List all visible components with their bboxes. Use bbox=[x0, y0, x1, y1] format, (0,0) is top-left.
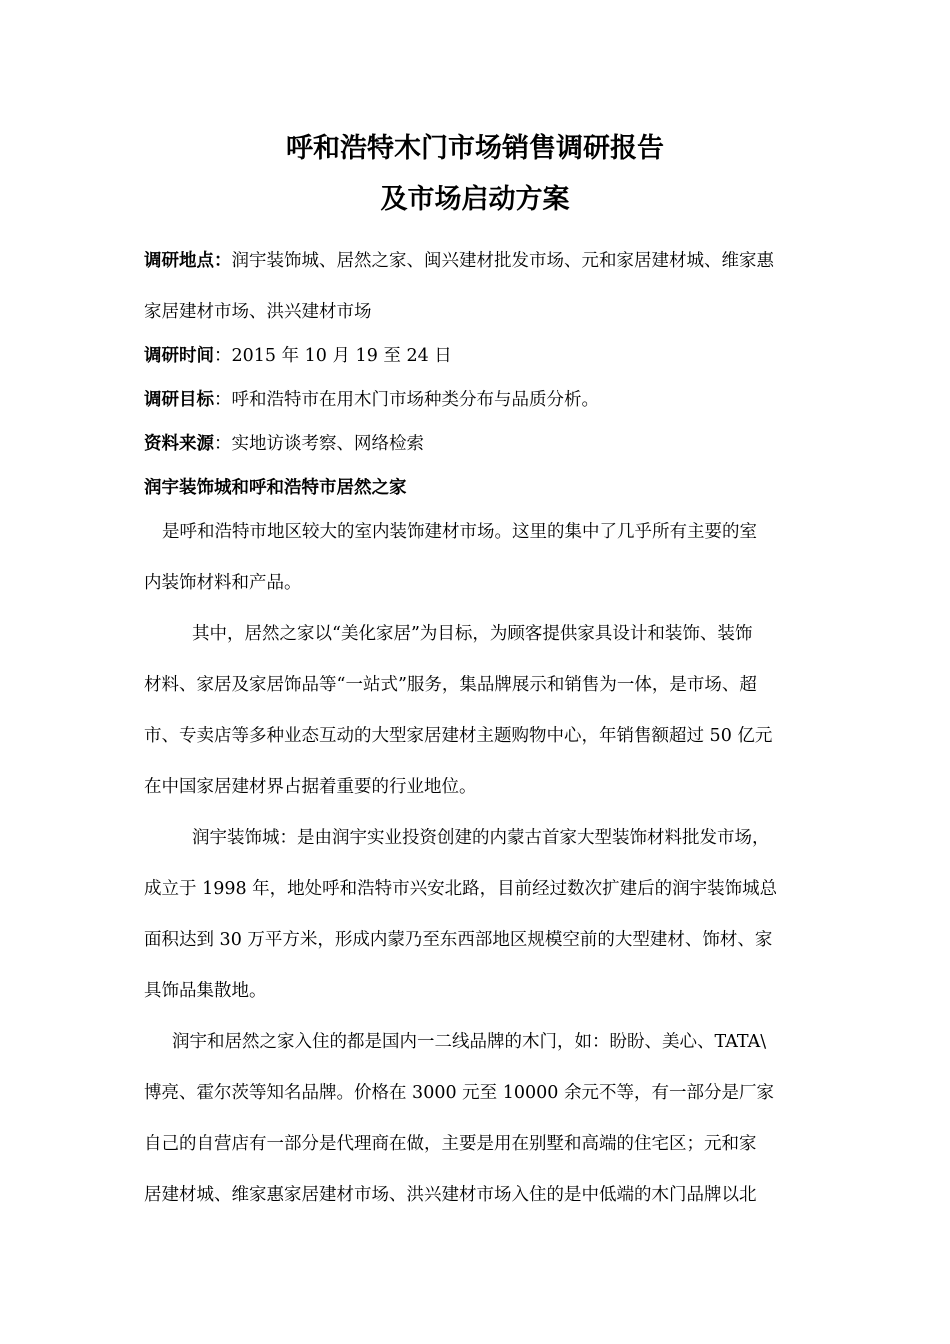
paragraph-2-line-3: 市、专卖店等多种业态互动的大型家居建材主题购物中心，年销售额超过 50 亿元 bbox=[144, 726, 773, 746]
paragraph-3-line-1: 润宇装饰城：是由润宇实业投资创建的内蒙古首家大型装饰材料批发市场， bbox=[192, 828, 770, 848]
document-body bbox=[144, 244, 812, 1229]
time-line bbox=[144, 339, 812, 383]
time-label: 调研时间 bbox=[144, 346, 214, 366]
source-line bbox=[144, 427, 812, 471]
paragraph-4-line-1: 润宇和居然之家入住的都是国内一二线品牌的木门，如：盼盼、美心、TATA\ bbox=[172, 1032, 767, 1052]
paragraph-4-line-4: 居建材城、维家惠家居建材市场、洪兴建材市场入住的是中低端的木门品牌以北 bbox=[144, 1185, 757, 1205]
time-value: ：2015 年 10 月 19 至 24 日 bbox=[214, 346, 452, 366]
paragraph-1-line-1: 是呼和浩特市地区较大的室内装饰建材市场。这里的集中了几乎所有主要的室 bbox=[162, 522, 757, 542]
location-line-1 bbox=[144, 244, 812, 295]
section-heading: 润宇装饰城和呼和浩特市居然之家 bbox=[144, 478, 407, 498]
paragraph-3-line-2: 成立于 1998 年，地处呼和浩特市兴安北路，目前经过数次扩建后的润宇装饰城总 bbox=[144, 879, 778, 899]
paragraph-3-line-3: 面积达到 30 万平方米，形成内蒙乃至东西部地区规模空前的大型建材、饰材、家 bbox=[144, 930, 773, 950]
paragraph-2-line-1: 其中，居然之家以“美化家居”为目标，为顾客提供家具设计和装饰、装饰 bbox=[192, 624, 753, 644]
goal-line bbox=[144, 383, 812, 427]
paragraph-2-line-4: 在中国家居建材界占据着重要的行业地位。 bbox=[144, 777, 477, 797]
paragraph-1-line-2: 内装饰材料和产品。 bbox=[144, 573, 302, 593]
paragraph-2-line-2: 材料、家居及家居饰品等“一站式”服务，集品牌展示和销售为一体，是市场、超 bbox=[144, 675, 757, 695]
location-label: 调研地点： bbox=[144, 251, 232, 271]
goal-value: ：呼和浩特市在用木门市场种类分布与品质分析。 bbox=[214, 390, 599, 410]
location-value: 润宇装饰城、居然之家、闽兴建材批发市场、元和家居建材城、维家惠 bbox=[231, 251, 774, 271]
report-subtitle: 及市场启动方案 bbox=[380, 184, 570, 215]
paragraph-4-line-2: 博亮、霍尔茨等知名品牌。价格在 3000 元至 10000 余元不等，有一部分是厂家 bbox=[144, 1083, 774, 1103]
source-value: ：实地访谈考察、网络检索 bbox=[214, 434, 424, 454]
location-line-2: 家居建材市场、洪兴建材市场 bbox=[144, 302, 372, 322]
goal-label: 调研目标 bbox=[144, 390, 214, 410]
paragraph-3-line-4: 具饰品集散地。 bbox=[144, 981, 267, 1001]
report-title: 呼和浩特木门市场销售调研报告 bbox=[286, 133, 664, 164]
source-label: 资料来源 bbox=[144, 434, 214, 454]
paragraph-4-line-3: 自己的自营店有一部分是代理商在做，主要是用在别墅和高端的住宅区；元和家 bbox=[144, 1134, 757, 1154]
